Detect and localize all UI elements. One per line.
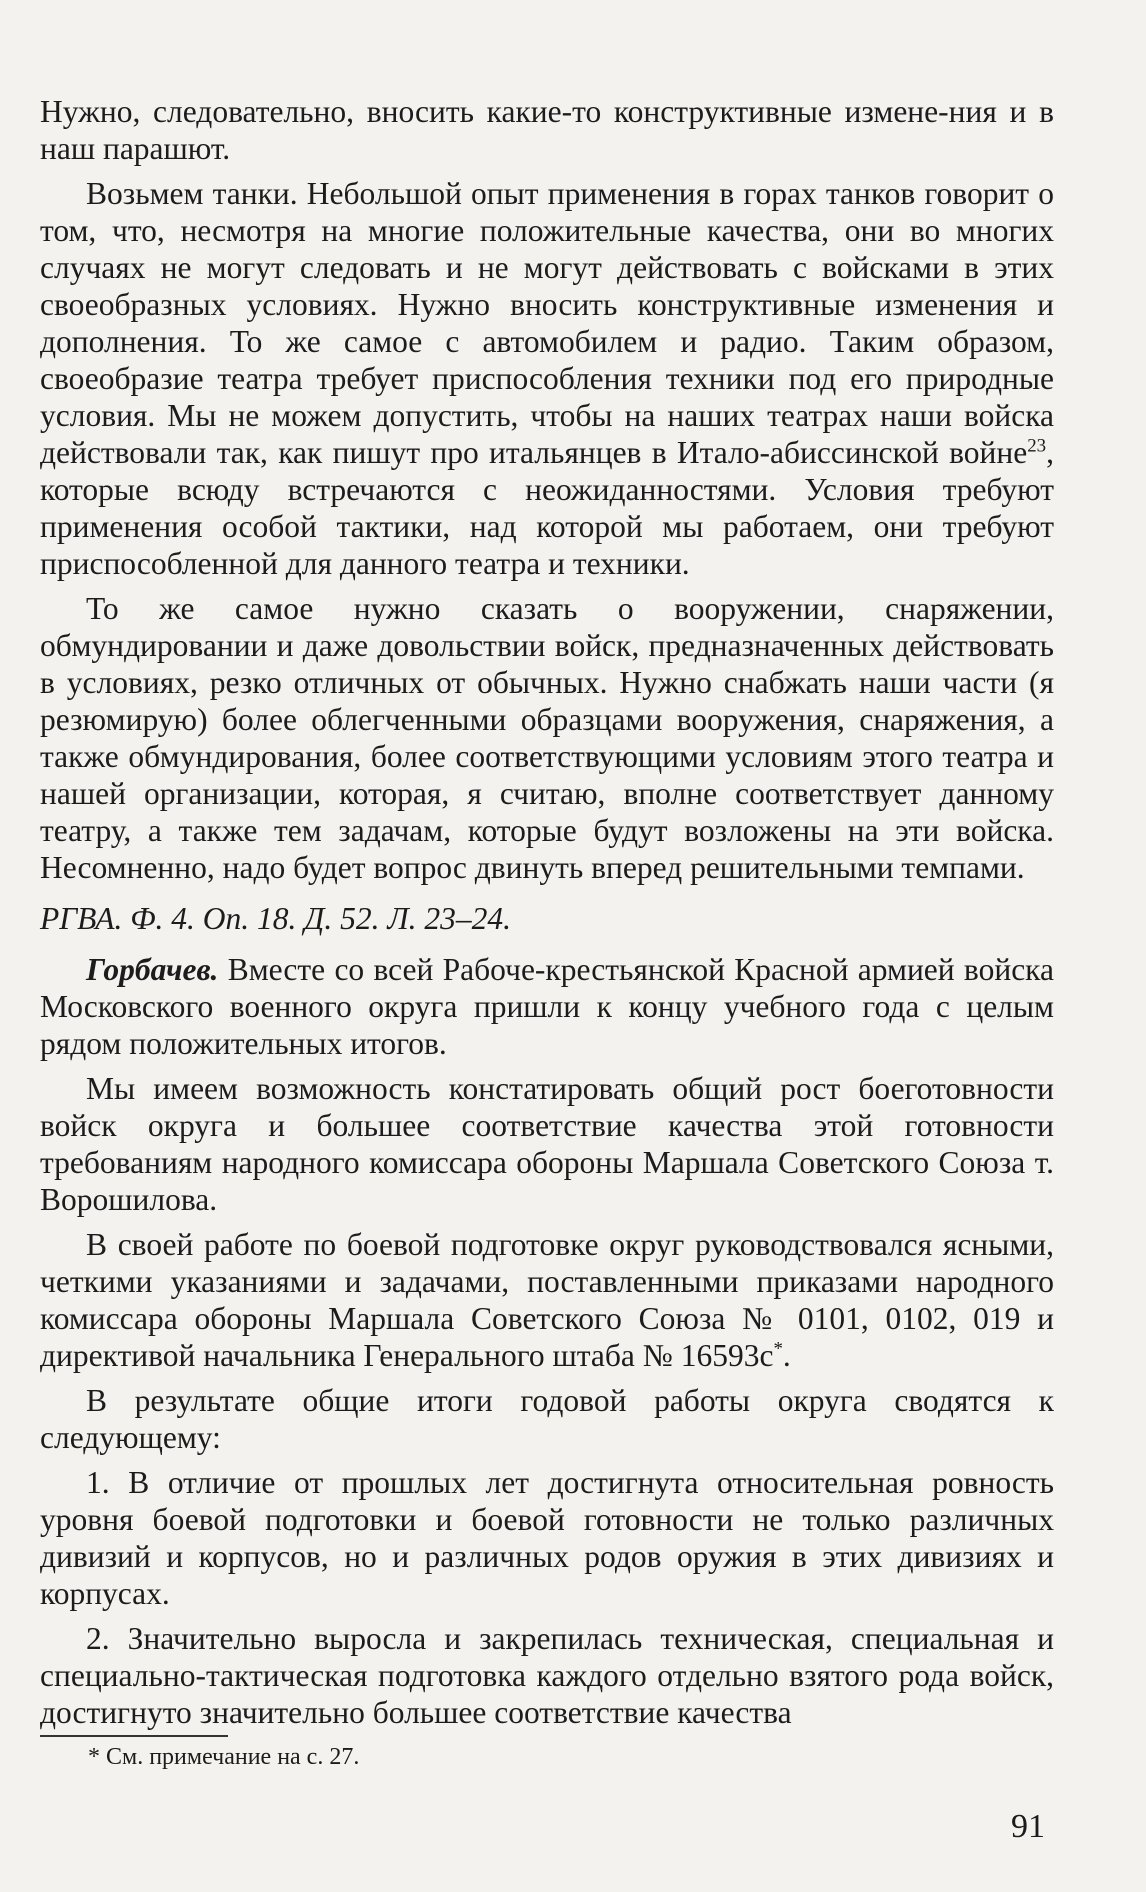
- paragraph-orders-text: В своей работе по боевой подготовке округ руководствовался ясными, четкими указаниями и задачами, поставленными приказами народного комиссара обороны Маршала Советского Союза № 0101, 0102, 019 и директивой начальника Генерального штаба № 16593с: [40, 1227, 1054, 1373]
- speech-intro-text: Вместе со всей Рабоче-крестьянской Красной армией войска Московского военного округа пришли к концу учебного года с целым рядом положительных итогов.: [40, 952, 1054, 1061]
- paragraph-armament: То же самое нужно сказать о вооружении, снаряжении, обмундировании и даже довольствии войск, предназначенных действовать в условиях, резко отличных от обычных. Нужно снабжать наши части (я резюмирую) более облегченными образцами вооружения, снаряжения, а также обмундирования, более соответствующими условиям этого театра и нашей организации, которая, я считаю, вполне соответствует данному театру, а также тем задачам, которые будут возложены на эти войска. Несомненно, надо будет вопрос двинуть вперед решительными темпами.: [40, 591, 1054, 885]
- paragraph-results: В результате общие итоги годовой работы округа сводятся к следующему:: [40, 1383, 1054, 1455]
- footnote-ref-23: 23: [1027, 435, 1047, 457]
- page-number: 91: [1011, 1808, 1045, 1845]
- page-body: [40, 93, 1054, 1731]
- paragraph-speech-intro: [40, 951, 1054, 1062]
- paragraph-tanks: [40, 175, 1054, 582]
- paragraph-combat-readiness: Мы имеем возможность констатировать общий рост боеготовности войск округа и большее соответствие качества этой готовности требованиям народного комиссара обороны Маршала Советского Союза т. Ворошилова.: [40, 1071, 1054, 1217]
- speaker-name: Горбачев.: [86, 952, 219, 987]
- paragraph-tanks-text-2: , которые всюду встречаются с неожиданностями. Условия требуют применения особой тактики, над которой мы работаем, они требуют приспособленной для данного театра и техники.: [40, 435, 1054, 581]
- paragraph-tanks-text: Возьмем танки. Небольшой опыт применения в горах танков говорит о том, что, несмотря на многие положительные качества, они во многих случаях не могут следовать и не могут действовать с войсками в этих своеобразных условиях. Нужно вносить конструктивные изменения и дополнения. То же самое с автомобилем и радио. Таким образом, своеобразие театра требует приспособления техники под его природные условия. Мы не можем допустить, чтобы на наших театрах наши войска действовали так, как пишут про итальянцев в Итало-абиссинской войне: [40, 176, 1054, 470]
- list-item-1: 1. В отличие от прошлых лет достигнута относительная ровность уровня боевой подготовки и боевой готовности не только различных дивизий и корпусов, но и различных родов оружия в этих дивизиях и корпусах.: [40, 1465, 1054, 1611]
- paragraph-orders: [40, 1226, 1054, 1374]
- footnote: * См. примечание на с. 27.: [88, 1744, 360, 1770]
- footnote-ref-star: *: [773, 1338, 783, 1360]
- paragraph-parachute: Нужно, следовательно, вносить какие-то конструктивные измене-ния и в наш парашют.: [40, 94, 1054, 166]
- paragraph-orders-end: .: [782, 1338, 791, 1373]
- archive-source: РГВА. Ф. 4. Оп. 18. Д. 52. Л. 23–24.: [40, 901, 512, 936]
- list-item-2: 2. Значительно выросла и закрепилась техническая, специальная и специально-тактическая подготовка каждого отдельно взятого рода войск, достигнуто значительно большее соответствие качества: [40, 1621, 1054, 1730]
- footnote-divider: [40, 1735, 228, 1737]
